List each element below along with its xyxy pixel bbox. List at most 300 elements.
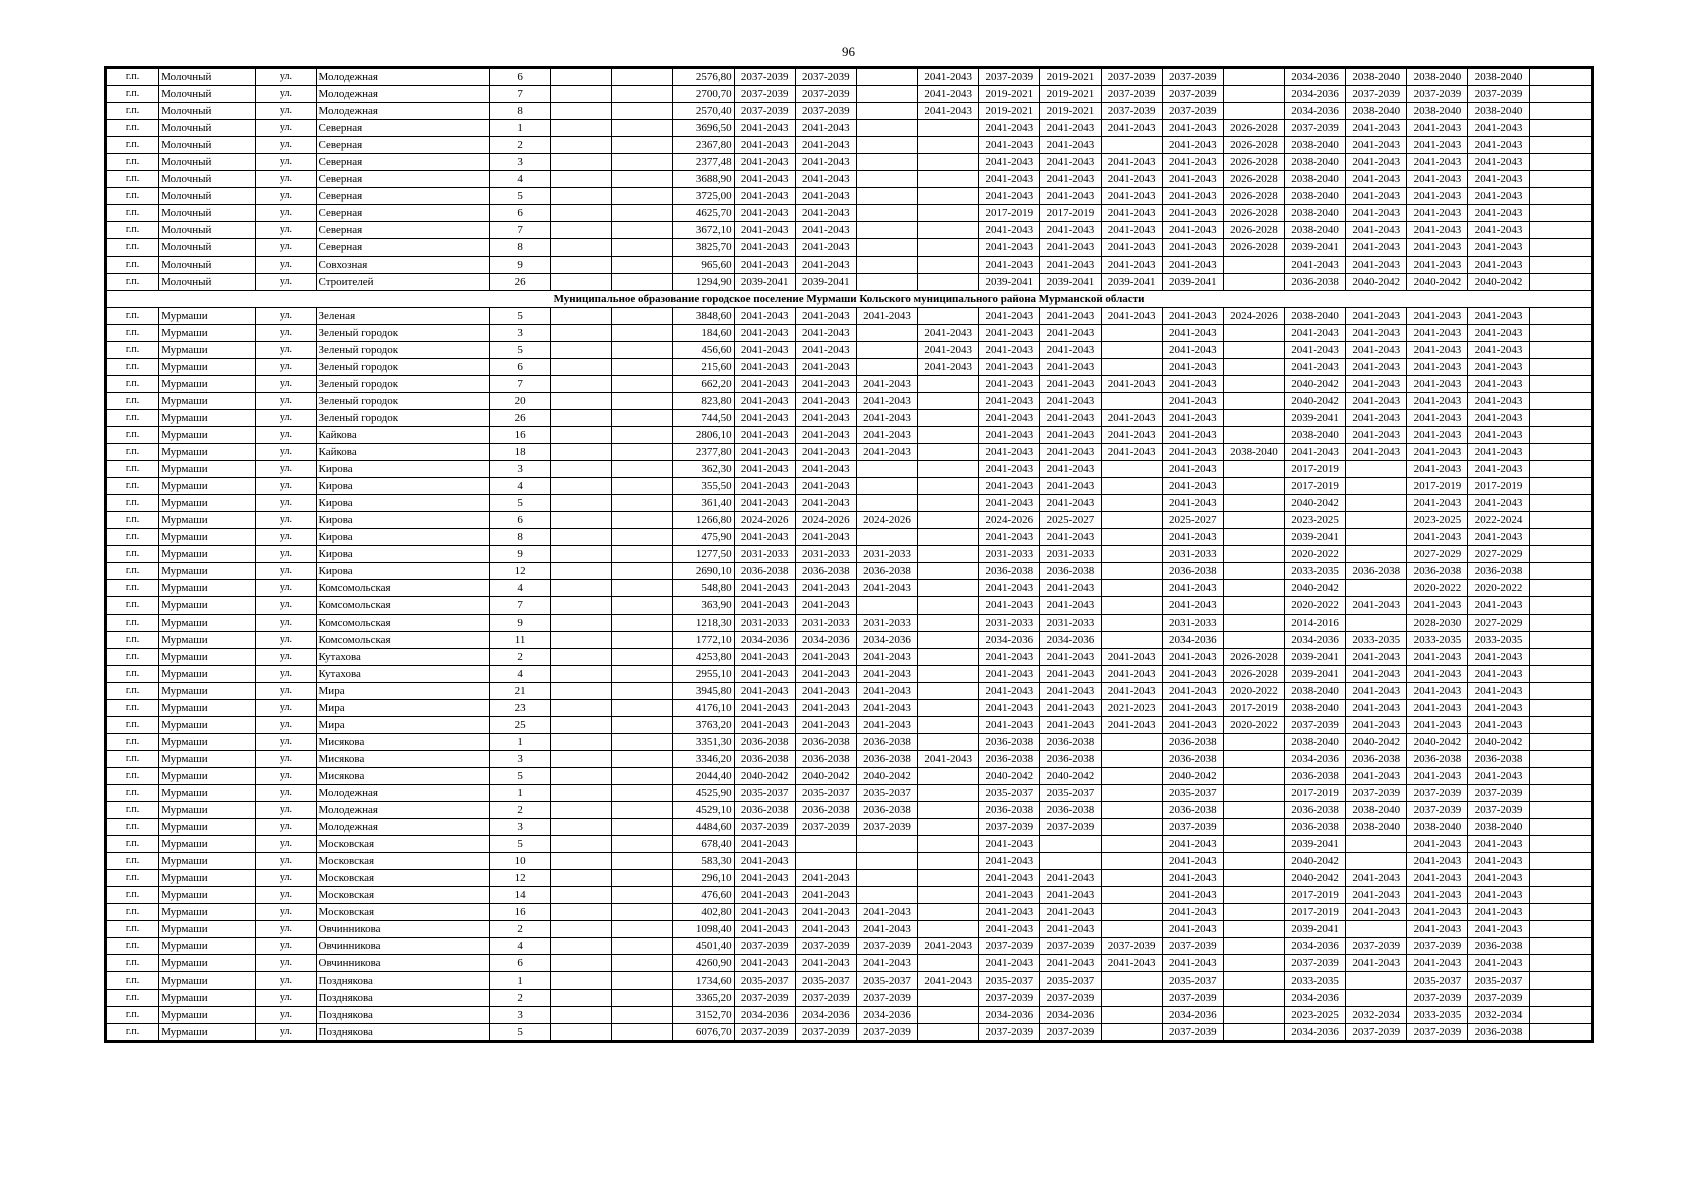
work-period-cell: 2041-2043 (1407, 137, 1468, 154)
work-period-cell: 2041-2043 (795, 699, 856, 716)
blank-col-1-cell (551, 273, 612, 290)
blank-col-last-cell (1529, 1006, 1591, 1023)
table-row (107, 120, 1592, 137)
blank-col-1-cell (551, 938, 612, 955)
work-period-cell: 2036-2038 (795, 802, 856, 819)
street-name-cell: Северная (316, 205, 489, 222)
blank-col-last-cell (1529, 188, 1591, 205)
settlement-name-cell: Мурмаши (159, 631, 256, 648)
work-period-cell: 2041-2043 (1407, 307, 1468, 324)
work-period-cell: 2037-2039 (1285, 716, 1346, 733)
blank-col-last-cell (1529, 955, 1591, 972)
work-period-cell: 2041-2043 (1162, 341, 1223, 358)
work-period-cell: 2028-2030 (1407, 614, 1468, 631)
blank-col-1-cell (551, 86, 612, 103)
work-period-cell: 2041-2043 (1040, 665, 1101, 682)
work-period-cell: 2036-2038 (734, 750, 795, 767)
work-period-cell: 2041-2043 (1101, 682, 1162, 699)
work-period-cell: 2041-2043 (1407, 222, 1468, 239)
total-area-cell: 4501,40 (673, 938, 734, 955)
total-area-cell: 296,10 (673, 870, 734, 887)
work-period-cell (918, 733, 979, 750)
section-header-row (107, 290, 1592, 307)
settlement-type-cell: г.п. (107, 1006, 159, 1023)
work-period-cell: 2041-2043 (1468, 921, 1529, 938)
street-name-cell: Комсомольская (316, 631, 489, 648)
work-period-cell (1223, 461, 1284, 478)
settlement-name-cell: Мурмаши (159, 802, 256, 819)
street-name-cell: Кирова (316, 478, 489, 495)
table-row (107, 870, 1592, 887)
table-row (107, 171, 1592, 188)
street-name-cell: Позднякова (316, 1023, 489, 1040)
work-period-cell: 2024-2026 (734, 512, 795, 529)
work-period-cell: 2041-2043 (1101, 955, 1162, 972)
work-period-cell: 2017-2019 (1285, 904, 1346, 921)
house-number-cell: 7 (489, 597, 550, 614)
work-period-cell: 2038-2040 (1468, 103, 1529, 120)
work-period-cell: 2041-2043 (1468, 597, 1529, 614)
work-period-cell: 2024-2026 (1223, 307, 1284, 324)
blank-col-2-cell (612, 120, 673, 137)
work-period-cell: 2036-2038 (734, 802, 795, 819)
street-name-cell: Кутахова (316, 665, 489, 682)
blank-col-last-cell (1529, 563, 1591, 580)
work-period-cell (1101, 802, 1162, 819)
blank-col-1-cell (551, 887, 612, 904)
settlement-name-cell: Молочный (159, 222, 256, 239)
work-period-cell: 2041-2043 (979, 580, 1040, 597)
work-period-cell (918, 853, 979, 870)
work-period-cell: 2039-2041 (1285, 239, 1346, 256)
blank-col-2-cell (612, 648, 673, 665)
work-period-cell (1223, 563, 1284, 580)
table-row (107, 921, 1592, 938)
work-period-cell (1346, 580, 1407, 597)
settlement-type-cell: г.п. (107, 938, 159, 955)
total-area-cell: 678,40 (673, 836, 734, 853)
work-period-cell (918, 955, 979, 972)
street-type-cell: ул. (256, 324, 316, 341)
work-period-cell (1223, 802, 1284, 819)
blank-col-1-cell (551, 529, 612, 546)
street-type-cell: ул. (256, 137, 316, 154)
street-type-cell: ул. (256, 563, 316, 580)
work-period-cell: 2041-2043 (856, 665, 917, 682)
total-area-cell: 456,60 (673, 341, 734, 358)
work-period-cell (1101, 870, 1162, 887)
work-period-cell: 2034-2036 (1285, 86, 1346, 103)
work-period-cell: 2038-2040 (1285, 137, 1346, 154)
street-type-cell: ул. (256, 648, 316, 665)
work-period-cell: 2040-2042 (1285, 392, 1346, 409)
work-period-cell: 2035-2037 (1040, 784, 1101, 801)
work-period-cell: 2041-2043 (1162, 154, 1223, 171)
blank-col-2-cell (612, 341, 673, 358)
blank-col-2-cell (612, 444, 673, 461)
settlement-type-cell: г.п. (107, 222, 159, 239)
work-period-cell: 2041-2043 (795, 409, 856, 426)
work-period-cell: 2041-2043 (1346, 716, 1407, 733)
settlement-name-cell: Мурмаши (159, 324, 256, 341)
work-period-cell: 2017-2019 (1285, 461, 1346, 478)
settlement-name-cell: Мурмаши (159, 529, 256, 546)
settlement-name-cell: Молочный (159, 239, 256, 256)
work-period-cell (856, 154, 917, 171)
blank-col-1-cell (551, 120, 612, 137)
work-period-cell (856, 103, 917, 120)
work-period-cell: 2034-2036 (795, 1006, 856, 1023)
work-period-cell: 2041-2043 (1162, 307, 1223, 324)
work-period-cell: 2041-2043 (734, 529, 795, 546)
blank-col-1-cell (551, 631, 612, 648)
work-period-cell: 2041-2043 (1040, 461, 1101, 478)
work-period-cell (918, 819, 979, 836)
work-period-cell: 2041-2043 (1162, 921, 1223, 938)
settlement-name-cell: Мурмаши (159, 836, 256, 853)
street-name-cell: Северная (316, 120, 489, 137)
work-period-cell (1346, 461, 1407, 478)
work-period-cell: 2041-2043 (1346, 648, 1407, 665)
work-period-cell: 2034-2036 (979, 1006, 1040, 1023)
work-period-cell: 2041-2043 (1407, 120, 1468, 137)
work-period-cell: 2027-2029 (1468, 614, 1529, 631)
work-period-cell: 2035-2037 (1468, 972, 1529, 989)
work-period-cell: 2031-2033 (1040, 614, 1101, 631)
work-period-cell (856, 529, 917, 546)
house-number-cell: 8 (489, 529, 550, 546)
work-period-cell (1346, 478, 1407, 495)
settlement-name-cell: Мурмаши (159, 1006, 256, 1023)
work-period-cell: 2040-2042 (1040, 767, 1101, 784)
table-row (107, 69, 1592, 86)
total-area-cell: 548,80 (673, 580, 734, 597)
settlement-name-cell: Молочный (159, 171, 256, 188)
work-period-cell: 2041-2043 (1101, 409, 1162, 426)
street-type-cell: ул. (256, 307, 316, 324)
work-period-cell (918, 188, 979, 205)
work-period-cell: 2032-2034 (1346, 1006, 1407, 1023)
settlement-name-cell: Мурмаши (159, 716, 256, 733)
house-number-cell: 7 (489, 222, 550, 239)
work-period-cell: 2020-2022 (1468, 580, 1529, 597)
blank-col-last-cell (1529, 887, 1591, 904)
settlement-name-cell: Молочный (159, 205, 256, 222)
work-period-cell (1101, 836, 1162, 853)
work-period-cell: 2035-2037 (795, 784, 856, 801)
work-period-cell: 2038-2040 (1346, 69, 1407, 86)
work-period-cell: 2041-2043 (856, 648, 917, 665)
work-period-cell: 2041-2043 (1407, 887, 1468, 904)
total-area-cell: 662,20 (673, 375, 734, 392)
work-period-cell: 2041-2043 (1346, 137, 1407, 154)
work-period-cell: 2039-2041 (1285, 836, 1346, 853)
blank-col-last-cell (1529, 69, 1591, 86)
street-name-cell: Северная (316, 171, 489, 188)
house-number-cell: 2 (489, 802, 550, 819)
house-number-cell: 25 (489, 716, 550, 733)
table-row (107, 767, 1592, 784)
work-period-cell: 2041-2043 (1407, 665, 1468, 682)
work-period-cell: 2041-2043 (856, 716, 917, 733)
work-period-cell: 2041-2043 (1407, 188, 1468, 205)
blank-col-2-cell (612, 392, 673, 409)
total-area-cell: 1277,50 (673, 546, 734, 563)
total-area-cell: 4176,10 (673, 699, 734, 716)
work-period-cell: 2041-2043 (734, 307, 795, 324)
work-period-cell (1346, 512, 1407, 529)
work-period-cell: 2037-2039 (1162, 989, 1223, 1006)
work-period-cell: 2041-2043 (1162, 495, 1223, 512)
total-area-cell: 3688,90 (673, 171, 734, 188)
work-period-cell: 2041-2043 (1285, 444, 1346, 461)
work-period-cell: 2026-2028 (1223, 137, 1284, 154)
work-period-cell: 2037-2039 (734, 69, 795, 86)
blank-col-last-cell (1529, 972, 1591, 989)
blank-col-last-cell (1529, 137, 1591, 154)
work-period-cell: 2041-2043 (856, 392, 917, 409)
work-period-cell: 2037-2039 (979, 938, 1040, 955)
blank-col-1-cell (551, 239, 612, 256)
settlement-type-cell: г.п. (107, 767, 159, 784)
work-period-cell (918, 716, 979, 733)
table-row (107, 495, 1592, 512)
work-period-cell: 2041-2043 (979, 120, 1040, 137)
work-period-cell: 2041-2043 (1101, 120, 1162, 137)
work-period-cell: 2041-2043 (1162, 324, 1223, 341)
work-period-cell: 2041-2043 (856, 580, 917, 597)
blank-col-2-cell (612, 358, 673, 375)
settlement-name-cell: Мурмаши (159, 444, 256, 461)
work-period-cell: 2041-2043 (918, 972, 979, 989)
work-period-cell: 2040-2042 (1407, 273, 1468, 290)
street-name-cell: Зеленый городок (316, 409, 489, 426)
table-row (107, 580, 1592, 597)
street-name-cell: Комсомольская (316, 597, 489, 614)
blank-col-last-cell (1529, 341, 1591, 358)
work-period-cell (1101, 358, 1162, 375)
work-period-cell: 2041-2043 (1040, 409, 1101, 426)
work-period-cell: 2041-2043 (979, 188, 1040, 205)
blank-col-1-cell (551, 853, 612, 870)
work-period-cell: 2040-2042 (1468, 273, 1529, 290)
work-period-cell: 2041-2043 (1162, 392, 1223, 409)
work-period-cell: 2041-2043 (1346, 307, 1407, 324)
work-period-cell: 2041-2043 (1468, 171, 1529, 188)
total-area-cell: 215,60 (673, 358, 734, 375)
work-period-cell: 2026-2028 (1223, 665, 1284, 682)
work-period-cell: 2041-2043 (795, 256, 856, 273)
house-number-cell: 3 (489, 154, 550, 171)
blank-col-1-cell (551, 955, 612, 972)
work-period-cell: 2031-2033 (1162, 546, 1223, 563)
work-period-cell: 2037-2039 (1101, 86, 1162, 103)
work-period-cell: 2037-2039 (795, 103, 856, 120)
work-period-cell (1101, 1023, 1162, 1040)
blank-col-last-cell (1529, 324, 1591, 341)
work-period-cell: 2041-2043 (1468, 392, 1529, 409)
work-period-cell: 2037-2039 (734, 819, 795, 836)
work-period-cell: 2041-2043 (1468, 358, 1529, 375)
work-period-cell (918, 563, 979, 580)
street-name-cell: Зеленая (316, 307, 489, 324)
work-period-cell: 2031-2033 (856, 614, 917, 631)
work-period-cell: 2033-2035 (1285, 972, 1346, 989)
work-period-cell: 2041-2043 (1101, 716, 1162, 733)
work-period-cell: 2041-2043 (734, 597, 795, 614)
blank-col-2-cell (612, 802, 673, 819)
settlement-type-cell: г.п. (107, 750, 159, 767)
blank-col-2-cell (612, 69, 673, 86)
work-period-cell (1223, 938, 1284, 955)
street-type-cell: ул. (256, 546, 316, 563)
table-row (107, 563, 1592, 580)
table-row (107, 256, 1592, 273)
work-period-cell: 2041-2043 (1040, 341, 1101, 358)
work-period-cell: 2041-2043 (1040, 392, 1101, 409)
work-period-cell: 2038-2040 (1407, 819, 1468, 836)
work-period-cell: 2019-2021 (979, 103, 1040, 120)
work-period-cell (1223, 887, 1284, 904)
work-period-cell: 2041-2043 (734, 955, 795, 972)
blank-col-2-cell (612, 972, 673, 989)
work-period-cell: 2041-2043 (734, 188, 795, 205)
blank-col-1-cell (551, 750, 612, 767)
work-period-cell: 2041-2043 (1162, 887, 1223, 904)
street-name-cell: Комсомольская (316, 580, 489, 597)
work-period-cell: 2041-2043 (1407, 716, 1468, 733)
work-period-cell (918, 529, 979, 546)
total-area-cell: 2576,80 (673, 69, 734, 86)
settlement-type-cell: г.п. (107, 887, 159, 904)
blank-col-1-cell (551, 836, 612, 853)
work-period-cell: 2041-2043 (979, 444, 1040, 461)
work-period-cell: 2041-2043 (795, 716, 856, 733)
blank-col-last-cell (1529, 409, 1591, 426)
house-number-cell: 8 (489, 239, 550, 256)
work-period-cell: 2041-2043 (979, 665, 1040, 682)
work-period-cell: 2041-2043 (1407, 648, 1468, 665)
work-period-cell: 2041-2043 (1468, 461, 1529, 478)
work-period-cell: 2041-2043 (1162, 716, 1223, 733)
blank-col-2-cell (612, 1023, 673, 1040)
street-name-cell: Строителей (316, 273, 489, 290)
settlement-type-cell: г.п. (107, 444, 159, 461)
settlement-type-cell: г.п. (107, 580, 159, 597)
house-number-cell: 7 (489, 375, 550, 392)
work-period-cell (1223, 733, 1284, 750)
house-number-cell: 11 (489, 631, 550, 648)
work-period-cell: 2041-2043 (918, 69, 979, 86)
work-period-cell (856, 86, 917, 103)
house-number-cell: 9 (489, 614, 550, 631)
work-period-cell: 2041-2043 (1407, 767, 1468, 784)
work-period-cell (1101, 1006, 1162, 1023)
settlement-type-cell: г.п. (107, 836, 159, 853)
work-period-cell: 2037-2039 (1468, 784, 1529, 801)
table-row (107, 239, 1592, 256)
work-period-cell: 2038-2040 (1468, 69, 1529, 86)
street-name-cell: Мисякова (316, 767, 489, 784)
work-period-cell: 2037-2039 (1407, 86, 1468, 103)
work-period-cell: 2041-2043 (979, 171, 1040, 188)
settlement-name-cell: Молочный (159, 154, 256, 171)
total-area-cell: 475,90 (673, 529, 734, 546)
work-period-cell: 2040-2042 (1285, 580, 1346, 597)
settlement-name-cell: Мурмаши (159, 972, 256, 989)
blank-col-1-cell (551, 307, 612, 324)
work-period-cell: 2041-2043 (1162, 222, 1223, 239)
blank-col-1-cell (551, 733, 612, 750)
street-type-cell: ул. (256, 819, 316, 836)
work-period-cell: 2041-2043 (979, 870, 1040, 887)
blank-col-2-cell (612, 870, 673, 887)
settlement-name-cell: Мурмаши (159, 699, 256, 716)
blank-col-2-cell (612, 137, 673, 154)
work-period-cell: 2040-2042 (734, 767, 795, 784)
work-period-cell: 2041-2043 (1468, 324, 1529, 341)
work-period-cell: 2041-2043 (979, 853, 1040, 870)
settlement-name-cell: Мурмаши (159, 358, 256, 375)
settlement-type-cell: г.п. (107, 205, 159, 222)
table-row (107, 529, 1592, 546)
work-period-cell: 2036-2038 (1468, 750, 1529, 767)
street-name-cell: Мира (316, 682, 489, 699)
blank-col-2-cell (612, 512, 673, 529)
work-period-cell: 2039-2041 (1285, 529, 1346, 546)
settlement-name-cell: Мурмаши (159, 819, 256, 836)
work-period-cell: 2036-2038 (1040, 733, 1101, 750)
work-period-cell: 2041-2043 (795, 137, 856, 154)
work-period-cell: 2041-2043 (1346, 256, 1407, 273)
work-period-cell: 2036-2038 (1285, 819, 1346, 836)
work-period-cell: 2037-2039 (734, 938, 795, 955)
total-area-cell: 3825,70 (673, 239, 734, 256)
work-period-cell: 2017-2019 (979, 205, 1040, 222)
blank-col-1-cell (551, 137, 612, 154)
work-period-cell: 2038-2040 (1285, 699, 1346, 716)
street-name-cell: Кирова (316, 546, 489, 563)
blank-col-2-cell (612, 86, 673, 103)
work-period-cell: 2036-2038 (1162, 733, 1223, 750)
blank-col-2-cell (612, 324, 673, 341)
settlement-name-cell: Мурмаши (159, 495, 256, 512)
work-period-cell: 2041-2043 (979, 392, 1040, 409)
blank-col-last-cell (1529, 853, 1591, 870)
work-period-cell: 2041-2043 (1040, 120, 1101, 137)
work-period-cell: 2036-2038 (979, 750, 1040, 767)
work-period-cell: 2035-2037 (979, 784, 1040, 801)
house-number-cell: 16 (489, 904, 550, 921)
work-period-cell: 2041-2043 (1040, 358, 1101, 375)
work-period-cell (856, 358, 917, 375)
work-period-cell (1346, 614, 1407, 631)
total-area-cell: 1772,10 (673, 631, 734, 648)
street-name-cell: Кутахова (316, 648, 489, 665)
work-period-cell: 2039-2041 (1162, 273, 1223, 290)
street-name-cell: Овчинникова (316, 921, 489, 938)
work-period-cell: 2040-2042 (795, 767, 856, 784)
work-period-cell: 2037-2039 (1407, 784, 1468, 801)
street-type-cell: ул. (256, 222, 316, 239)
work-period-cell: 2036-2038 (1162, 802, 1223, 819)
work-period-cell (1223, 853, 1284, 870)
work-period-cell: 2039-2041 (795, 273, 856, 290)
work-period-cell: 2041-2043 (1407, 358, 1468, 375)
blank-col-2-cell (612, 307, 673, 324)
total-area-cell: 744,50 (673, 409, 734, 426)
total-area-cell: 1266,80 (673, 512, 734, 529)
